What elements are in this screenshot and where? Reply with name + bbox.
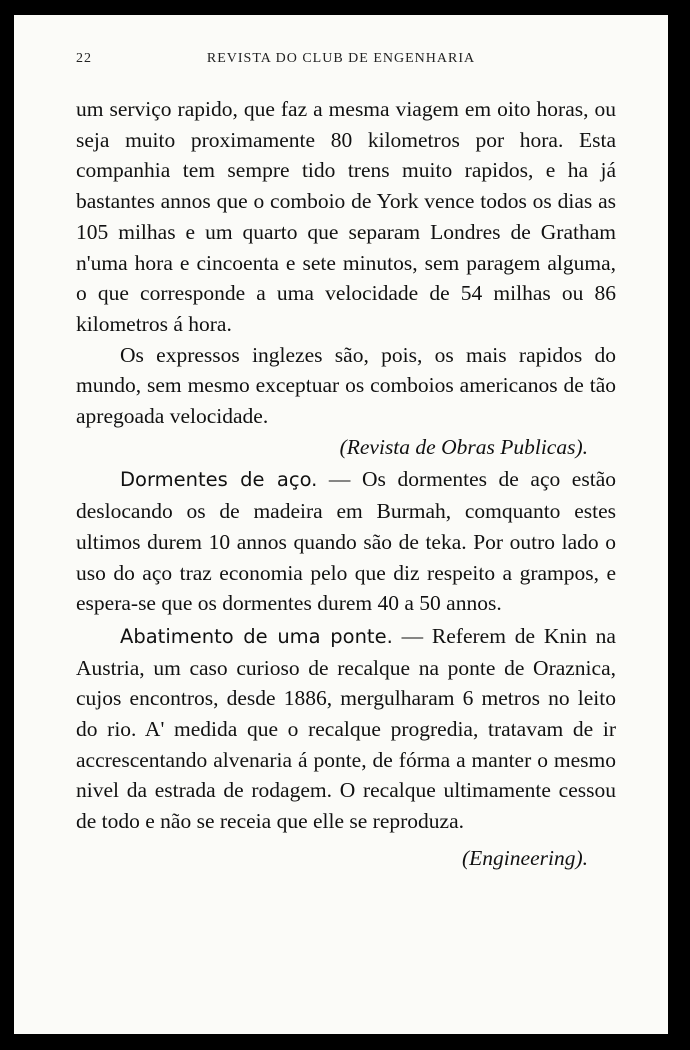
section-heading-abatimento: Abatimento de uma ponte. <box>120 624 393 648</box>
paragraph-abatimento-text: — Referem de Knin na Austria, um caso curioso de recalque na ponte de Oraznica, cujos encontros, desde 1886, mergulharam 6 metros no leito do rio. A' medida que o recalque progredia, tratavam de ir accrescentando alvenaria á ponte, de fórma a manter o mesmo nivel da estrada de rodagem. O recalque ultimamente cessou de todo e não se receia que elle se reproduza. <box>76 623 616 834</box>
paragraph-dormentes-text: — Os dormentes de aço estão deslocando os de madeira em Burmah, comquanto estes ultimos durem 10 annos quando são de teka. Por outro lado o uso do aço traz economia pelo que diz respeito a grampos, e espera-se que os dormentes durem 40 a 50 annos. <box>76 467 616 616</box>
section-heading-dormentes: Dormentes de aço. <box>120 468 318 492</box>
paragraph-abatimento <box>76 621 616 837</box>
citation-engineering: (Engineering). <box>462 845 588 870</box>
journal-title: REVISTA DO CLUB DE ENGENHARIA <box>206 51 476 66</box>
paragraph-dormentes <box>76 464 616 619</box>
citation-obras-publicas: (Revista de Obras Publicas). <box>339 434 588 459</box>
paragraph-continuation: um serviço rapido, que faz a mesma viagem em oito horas, ou seja muito proximamente 80 kilometros por hora. Esta companhia tem sempre tido trens muito rapidos, e ha já bastantes annos que o comboio de York vence todos os dias as 105 milhas e um quarto que separam Londres de Gratham n'uma hora e cincoenta e sete minutos, sem paragem alguma, o que corresponde a uma velocidade de 54 milhas ou 86 kilometros á hora. <box>76 97 616 336</box>
page-number: 22 <box>76 51 92 66</box>
running-header <box>76 51 606 71</box>
paragraph-expressos: Os expressos inglezes são, pois, os mais rapidos do mundo, sem mesmo exceptuar os comboios americanos de tão apregoada velocidade. <box>76 342 616 429</box>
document-page <box>14 15 668 1034</box>
article-body <box>76 94 616 874</box>
